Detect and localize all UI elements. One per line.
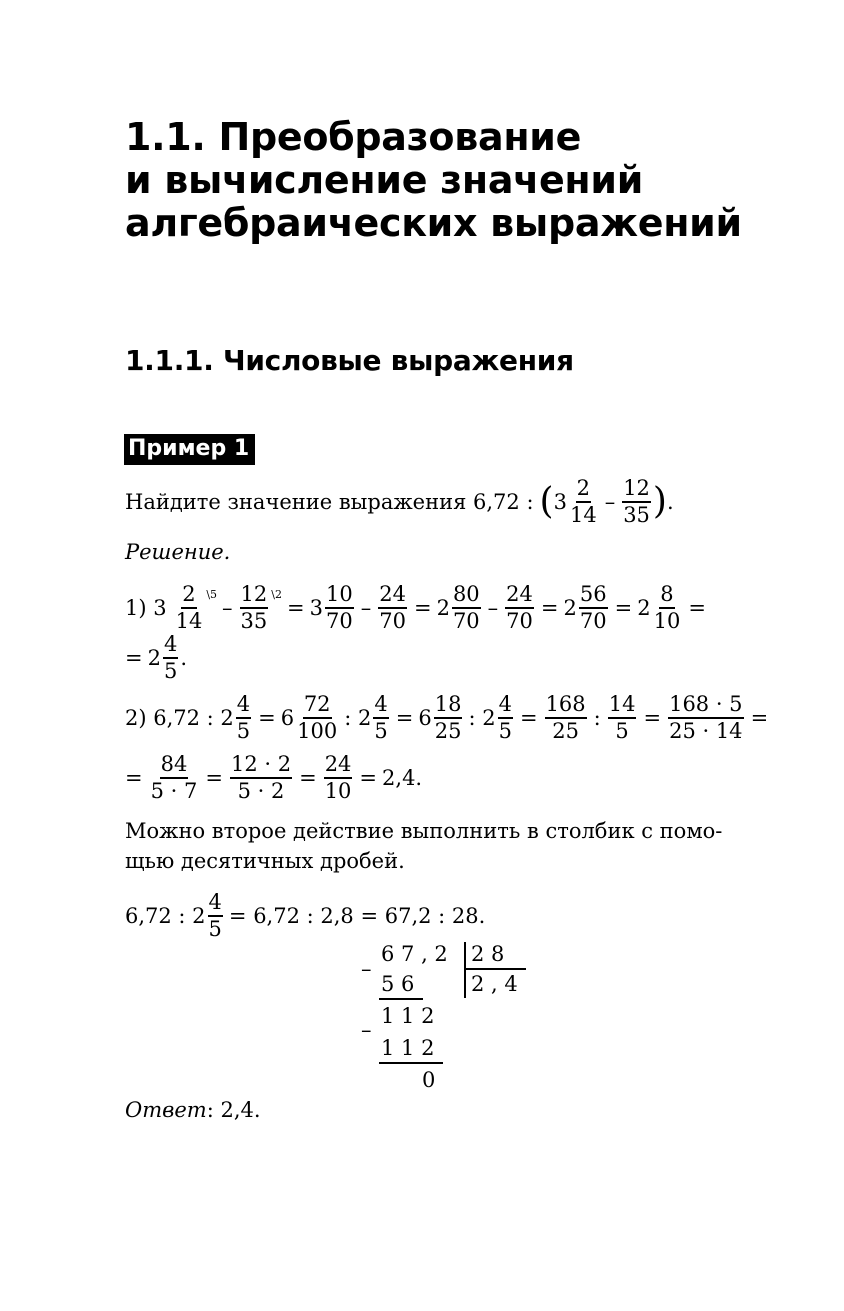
section-title-line-1: 1.1. Преобразование xyxy=(125,115,582,159)
dividend: 6 7 , 2 xyxy=(381,942,448,966)
equals-sign: = xyxy=(125,645,143,670)
step-2-fraction-d: 18 25 xyxy=(434,692,462,743)
equals-sign: = xyxy=(395,705,414,730)
task-whole: 3 xyxy=(553,489,567,514)
step-1-multiplier-a: \5 xyxy=(206,587,218,601)
open-paren: ( xyxy=(539,481,554,522)
decimal-fraction: $\frac{4}{5}$ xyxy=(208,890,222,941)
step-1-line-1 xyxy=(125,584,711,632)
minus-sign: – xyxy=(360,595,372,620)
minus-sign: – xyxy=(487,595,499,620)
step-2-fraction-c: $\frac{4}{5}$ xyxy=(374,692,388,743)
step-2-result: 2,4. xyxy=(382,765,423,790)
whole-part: 3 xyxy=(309,595,323,620)
step-2-line-1 xyxy=(125,694,773,742)
whole-part: 2 xyxy=(147,645,161,670)
decimal-rest: = 6,72 : 2,8 = 67,2 : 28. xyxy=(228,903,486,928)
step-2-prefix: 2) 6,72 : 2 xyxy=(125,705,234,730)
divide-by: : 2 xyxy=(468,705,496,730)
period: . xyxy=(180,645,188,670)
close-paren: ) xyxy=(652,481,667,522)
step-2-fraction-a: $\frac{4}{5}$ xyxy=(236,692,251,743)
equals-sign: = xyxy=(359,765,378,790)
solution-label: Решение. xyxy=(125,540,231,564)
section-title xyxy=(125,116,742,245)
task-text: Найдите значение выражения 6,72 : xyxy=(125,489,534,514)
step-1-line-2 xyxy=(125,634,187,682)
section-title-line-2: и вычисление значений xyxy=(125,158,644,202)
decimal-prefix: 6,72 : 2 xyxy=(125,903,206,928)
step-1-fraction-c: 10 70 xyxy=(325,582,353,633)
equals-sign: = xyxy=(643,705,662,730)
decimal-line xyxy=(125,892,485,940)
equals-sign: = xyxy=(299,765,317,790)
step-1-fraction-g: $\frac{56}{70}$ xyxy=(579,582,607,633)
equals-sign: = xyxy=(258,705,276,730)
task-end: . xyxy=(666,489,674,514)
divide-by: : 2 xyxy=(344,705,372,730)
step-2-line-2 xyxy=(125,754,422,802)
colon-sign: : xyxy=(593,705,601,730)
note-line-2: щью десятичных дробей. xyxy=(125,849,405,873)
minus-sign: – xyxy=(222,595,233,620)
step-2-fraction-h: $\frac{168 \cdot 5}{25 \cdot 14}$ xyxy=(669,692,743,743)
equals-sign: = xyxy=(125,765,143,790)
final-remainder: 0 xyxy=(422,1068,436,1092)
equals-sign: = xyxy=(540,595,559,620)
divisor: 2 8 xyxy=(471,942,505,966)
answer-label: Ответ xyxy=(125,1098,207,1122)
divisor-underline xyxy=(464,968,526,970)
equals-sign: = xyxy=(413,595,432,620)
whole-part: 2 xyxy=(563,595,577,620)
task-fraction-1: 2 14 xyxy=(569,476,597,527)
task-statement xyxy=(125,478,674,526)
subtrahend-2: 1 1 2 xyxy=(381,1036,435,1060)
step-1-prefix: 1) 3 xyxy=(125,595,167,620)
note-paragraph xyxy=(125,816,722,876)
section-title-line-3: алгебраических выражений xyxy=(125,201,742,245)
example-badge: Пример 1 xyxy=(124,434,255,465)
step-1-multiplier-b: \2 xyxy=(271,587,282,601)
equals-sign: = xyxy=(750,705,769,730)
step-2-fraction-j: $\frac{12 \cdot 2}{5 \cdot 2}$ xyxy=(230,752,292,803)
step-2-fraction-g: $\frac{14}{5}$ xyxy=(608,692,636,743)
subsection-title: 1.1.1. Числовые выражения xyxy=(125,344,574,377)
step-1-fraction-h: $\frac{8}{10}$ xyxy=(653,582,681,633)
step-2-fraction-e: $\frac{4}{5}$ xyxy=(498,692,512,743)
step-1-fraction-b: 12 35 xyxy=(240,582,268,633)
equals-sign: = xyxy=(614,595,633,620)
step-1-fraction-d: $\frac{24}{70}$ xyxy=(379,582,406,633)
whole-part: 6 xyxy=(280,705,295,730)
step-1-fraction-e: 80 70 xyxy=(452,582,480,633)
step-1-fraction-a: 2 14 xyxy=(175,582,203,633)
step-2-fraction-b: 72 100 xyxy=(297,692,338,743)
answer-line xyxy=(125,1098,261,1122)
equals-sign: = xyxy=(287,595,305,620)
equals-sign: = xyxy=(519,705,538,730)
minus-sign-2: – xyxy=(361,1018,372,1042)
step-1-result-fraction: 4 5 xyxy=(163,632,178,683)
step-2-fraction-k: $\frac{24}{10}$ xyxy=(324,752,352,803)
whole-part: 2 xyxy=(637,595,651,620)
answer-value: : 2,4. xyxy=(206,1098,261,1122)
whole-part: 6 xyxy=(418,705,432,730)
equals-sign: = xyxy=(688,595,706,620)
underline-1 xyxy=(379,998,423,1000)
subtrahend-1: 5 6 xyxy=(381,972,415,996)
remainder-1: 1 1 2 xyxy=(381,1004,435,1028)
step-1-fraction-f: $\frac{24}{70}$ xyxy=(506,582,533,633)
note-line-1: Можно второе действие выполнить в столбик с помо- xyxy=(125,819,723,843)
step-2-fraction-f: $\frac{168}{25}$ xyxy=(545,692,586,743)
equals-sign: = xyxy=(205,765,223,790)
quotient: 2 , 4 xyxy=(471,972,518,996)
underline-2 xyxy=(379,1062,443,1064)
task-minus: – xyxy=(604,489,616,514)
minus-sign-1: – xyxy=(361,957,372,981)
step-2-fraction-i: $\frac{84}{5 \cdot 7}$ xyxy=(150,752,198,803)
task-fraction-2: 12 35 xyxy=(623,476,650,527)
whole-part: 2 xyxy=(436,595,450,620)
division-bar-vertical xyxy=(464,942,466,998)
